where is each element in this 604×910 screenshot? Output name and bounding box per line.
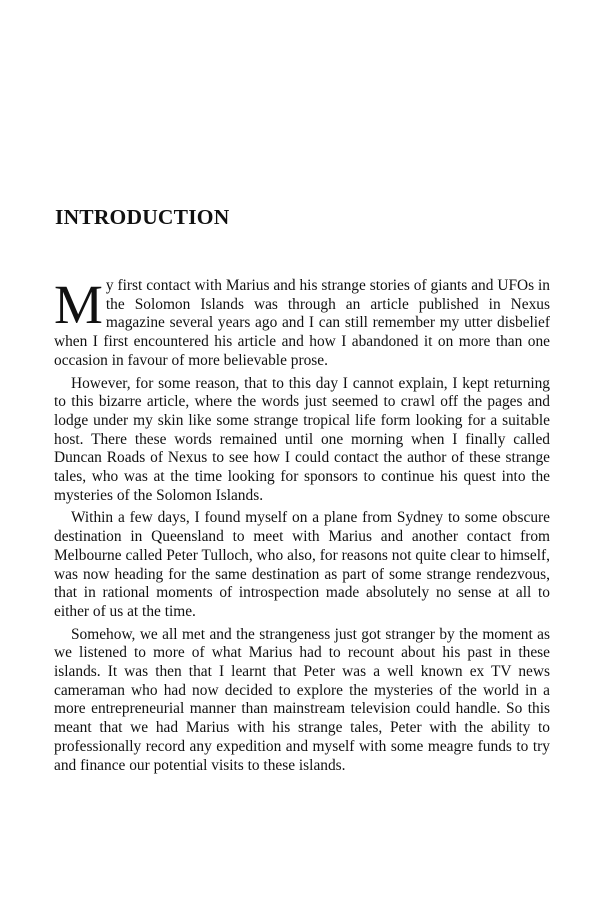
paragraph-1-text: y first contact with Marius and his strange stories of giants and UFOs in the Solomon Islands was through an article published in Nexus magazine several years ago and I can still remember my utter disbelief when I first encountered his article and how I abandoned it on more than one occasion in favour of more believable prose. xyxy=(54,277,550,369)
chapter-body xyxy=(54,274,550,779)
paragraph-2: However, for some reason, that to this day I cannot explain, I kept returning to this bizarre article, where the words just seemed to crawl off the pages and lodge under my skin like some strange tropical life form looking for a suitable host. There these words remained until one morning when I finally called Duncan Roads of Nexus to see how I could contact the author of these strange tales, who was at the time looking for sponsors to continue his quest into the mysteries of the Solomon Islands. xyxy=(54,374,550,504)
chapter-title: INTRODUCTION xyxy=(55,205,230,229)
paragraph-1 xyxy=(54,274,550,371)
drop-cap: M xyxy=(54,274,103,335)
paragraph-3: Within a few days, I found myself on a plane from Sydney to some obscure destination in Queensland to meet with Marius and another contact from Melbourne called Peter Tulloch, who also, for reasons not quite clear to himself, was now heading for the same destination as part of some strange rendezvous, that in rational moments of introspection made absolutely no sense at all to either of us at the time. xyxy=(54,509,550,620)
paragraph-4: Somehow, we all met and the strangeness just got stranger by the moment as we listened to more of what Marius had to recount about his past in these islands. It was then that I learnt that Peter was a well known ex TV news cameraman who had now decided to explore the mysteries of the world in a more entrepreneurial manner than mainstream television could handle. So this meant that we had Marius with his strange tales, Peter with the ability to professionally record any expedition and myself with some meagre funds to try and finance our potential visits to these islands. xyxy=(54,625,550,774)
